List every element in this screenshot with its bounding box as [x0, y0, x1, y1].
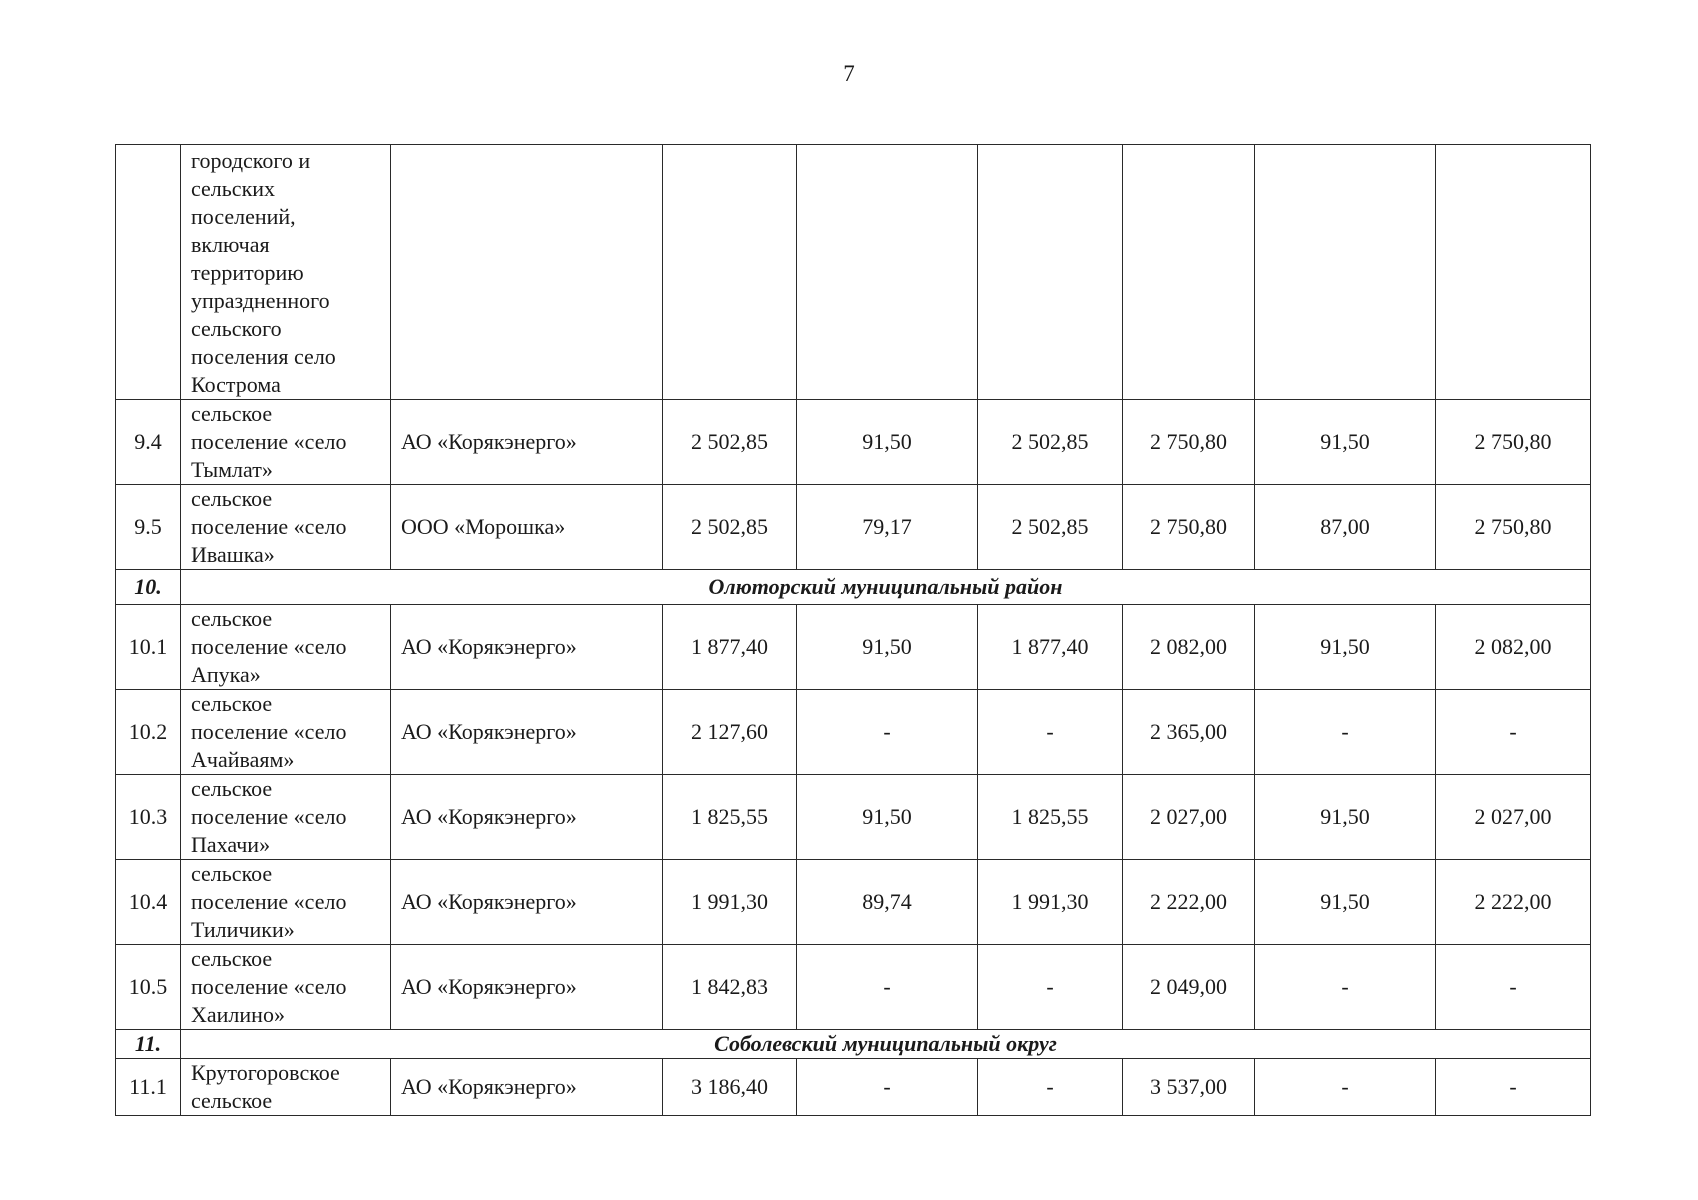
organization-cell: [391, 485, 663, 570]
tariff-value: 91,50: [862, 429, 912, 454]
row-number: 10.4: [128, 889, 168, 914]
organization-name: АО «Корякэнерго»: [401, 889, 577, 914]
settlement-name-line: Тиличики»: [191, 917, 295, 942]
tariff-value-cell: [1255, 400, 1436, 485]
tariff-value: 2 502,85: [1011, 429, 1089, 454]
settlement-name-line: сельское: [191, 861, 273, 886]
tariff-value: 2 127,60: [691, 719, 768, 744]
organization-cell: [391, 145, 663, 400]
tariff-value: -: [1509, 974, 1517, 999]
settlement-name-line: поселение «село: [191, 634, 347, 659]
tariff-value-cell: [1123, 860, 1255, 945]
settlement-name-line: сельское: [191, 946, 273, 971]
tariff-value-cell: [797, 400, 978, 485]
tariff-value-cell: [797, 1059, 978, 1116]
settlement-name-line: Тымлат»: [191, 457, 273, 482]
settlement-name-line: Апука»: [191, 662, 261, 687]
row-number-cell: [116, 690, 181, 775]
settlement-name-line: сельское: [191, 776, 273, 801]
section-header-row: [116, 570, 1591, 605]
tariff-value: -: [1046, 719, 1054, 744]
tariff-value-cell: [1255, 690, 1436, 775]
tariff-value: -: [1046, 1074, 1054, 1099]
settlement-name-cell: [181, 690, 391, 775]
tariff-value-cell: [1123, 400, 1255, 485]
organization-name: АО «Корякэнерго»: [401, 429, 577, 454]
tariff-value-cell: [1255, 860, 1436, 945]
organization-name: АО «Корякэнерго»: [401, 804, 577, 829]
settlement-name-cell: [181, 860, 391, 945]
section-number-cell: [116, 1030, 181, 1059]
tariff-value: -: [883, 719, 891, 744]
tariff-value-cell: [663, 945, 797, 1030]
settlement-name-line: поселение «село: [191, 889, 347, 914]
row-number-cell: [116, 145, 181, 400]
organization-cell: [391, 945, 663, 1030]
tariff-value-cell: [663, 1059, 797, 1116]
row-number-cell: [116, 485, 181, 570]
tariff-value: -: [1341, 974, 1349, 999]
tariff-value: 91,50: [862, 634, 912, 659]
tariff-value: -: [1341, 1074, 1349, 1099]
tariff-value-cell: [1436, 145, 1591, 400]
organization-cell: [391, 400, 663, 485]
tariff-value: 2 750,80: [1474, 429, 1552, 454]
settlement-name-line: сельское: [191, 486, 273, 511]
organization-cell: [391, 605, 663, 690]
settlement-name-line: упраздненного: [191, 288, 330, 313]
table-row: [116, 775, 1591, 860]
tariff-value: -: [1046, 974, 1054, 999]
tariff-value: 91,50: [1320, 429, 1370, 454]
section-header-row: [116, 1030, 1591, 1059]
tariff-value: 89,74: [862, 889, 912, 914]
table-row: [116, 485, 1591, 570]
tariff-value: 2 027,00: [1474, 804, 1552, 829]
tariff-value: 1 991,30: [691, 889, 768, 914]
organization-cell: [391, 860, 663, 945]
row-number: 10.3: [128, 804, 168, 829]
tariff-value-cell: [978, 145, 1123, 400]
organization-cell: [391, 775, 663, 860]
tariff-value-cell: [1123, 775, 1255, 860]
tariff-value: 3 186,40: [691, 1074, 768, 1099]
settlement-name-line: поселение «село: [191, 719, 347, 744]
tariff-value-cell: [1123, 1059, 1255, 1116]
tariff-value-cell: [1123, 485, 1255, 570]
organization-name: АО «Корякэнерго»: [401, 974, 577, 999]
settlement-name-line: Кострома: [191, 372, 281, 397]
settlement-name-line: сельское: [191, 1088, 273, 1113]
tariff-value-cell: [1255, 775, 1436, 860]
settlement-name-line: территорию: [191, 260, 304, 285]
tariff-value-cell: [797, 485, 978, 570]
row-number-cell: [116, 775, 181, 860]
row-number: 9.5: [134, 514, 162, 539]
table-row: [116, 860, 1591, 945]
page-number: 7: [843, 61, 855, 86]
settlement-name-line: Крутогоровское: [191, 1060, 340, 1085]
tariff-value-cell: [1255, 605, 1436, 690]
tariff-value-cell: [1436, 400, 1591, 485]
tariff-value-cell: [1123, 690, 1255, 775]
settlement-name-cell: [181, 775, 391, 860]
tariff-value: 3 537,00: [1150, 1074, 1227, 1099]
tariff-value-cell: [1123, 145, 1255, 400]
table-row: [116, 945, 1591, 1030]
organization-name: АО «Корякэнерго»: [401, 1074, 577, 1099]
organization-name: АО «Корякэнерго»: [401, 634, 577, 659]
tariff-value-cell: [797, 145, 978, 400]
settlement-name-line: Ивашка»: [191, 542, 275, 567]
tariff-value-cell: [663, 485, 797, 570]
tariff-table: [115, 144, 1591, 1116]
tariff-value: 91,50: [1320, 889, 1370, 914]
row-number: 10.2: [128, 719, 168, 744]
tariff-value: 91,50: [1320, 634, 1370, 659]
tariff-value: -: [883, 1074, 891, 1099]
tariff-value-cell: [978, 860, 1123, 945]
tariff-value: 2 027,00: [1150, 804, 1227, 829]
tariff-value-cell: [978, 775, 1123, 860]
tariff-value-cell: [663, 690, 797, 775]
section-number: 11.: [134, 1031, 162, 1056]
table-row: [116, 690, 1591, 775]
settlement-name-cell: [181, 400, 391, 485]
row-number-cell: [116, 945, 181, 1030]
tariff-value: -: [1509, 719, 1517, 744]
row-number: 10.5: [128, 974, 168, 999]
tariff-value-cell: [1123, 945, 1255, 1030]
tariff-value: 91,50: [862, 804, 912, 829]
tariff-value-cell: [1436, 860, 1591, 945]
settlement-name-line: сельских: [191, 176, 276, 201]
tariff-value: 87,00: [1320, 514, 1370, 539]
tariff-value-cell: [797, 690, 978, 775]
tariff-value-cell: [978, 945, 1123, 1030]
settlement-name-line: поселений,: [191, 204, 296, 229]
tariff-value: 1 825,55: [691, 804, 768, 829]
settlement-name-cell: [181, 945, 391, 1030]
settlement-name-line: сельское: [191, 401, 273, 426]
organization-cell: [391, 1059, 663, 1116]
tariff-value-cell: [978, 605, 1123, 690]
tariff-value-cell: [978, 1059, 1123, 1116]
settlement-name-cell: [181, 1059, 391, 1116]
settlement-name-line: сельского: [191, 316, 282, 341]
settlement-name-line: поселение «село: [191, 514, 347, 539]
row-number-cell: [116, 605, 181, 690]
settlement-name-line: поселение «село: [191, 974, 347, 999]
section-title: Олюторский муниципальный район: [708, 574, 1063, 599]
section-number: 10.: [134, 574, 162, 599]
organization-name: АО «Корякэнерго»: [401, 719, 577, 744]
tariff-value-cell: [1255, 945, 1436, 1030]
settlement-name-line: городского и: [191, 148, 311, 173]
tariff-value: 2 750,80: [1150, 514, 1227, 539]
tariff-value-cell: [663, 400, 797, 485]
tariff-value: 2 750,80: [1474, 514, 1552, 539]
table-row: [116, 605, 1591, 690]
table-row: [116, 1059, 1591, 1116]
tariff-value: 1 991,30: [1011, 889, 1089, 914]
section-title-cell: [181, 1030, 1591, 1059]
tariff-value: 1 877,40: [691, 634, 768, 659]
settlement-name-line: Ачайваям»: [191, 747, 295, 772]
tariff-value-cell: [663, 775, 797, 860]
tariff-value-cell: [797, 605, 978, 690]
row-number-cell: [116, 860, 181, 945]
tariff-value-cell: [1436, 1059, 1591, 1116]
section-title: Соболевский муниципальный округ: [714, 1031, 1057, 1056]
organization-name: ООО «Морошка»: [401, 514, 566, 539]
settlement-name-line: Пахачи»: [191, 832, 271, 857]
settlement-name-cell: [181, 145, 391, 400]
tariff-value: 1 842,83: [691, 974, 768, 999]
tariff-value-cell: [978, 485, 1123, 570]
tariff-value: 2 082,00: [1474, 634, 1552, 659]
row-number: 9.4: [134, 429, 162, 454]
tariff-value-cell: [797, 945, 978, 1030]
table-row: [116, 400, 1591, 485]
table-row-continuation: [116, 145, 1591, 400]
tariff-value-cell: [1255, 1059, 1436, 1116]
tariff-value-cell: [663, 145, 797, 400]
tariff-value: -: [883, 974, 891, 999]
tariff-value: 2 502,85: [691, 514, 768, 539]
tariff-value-cell: [1255, 485, 1436, 570]
tariff-value: 2 502,85: [1011, 514, 1089, 539]
settlement-name-line: поселение «село: [191, 429, 347, 454]
settlement-name-line: сельское: [191, 606, 273, 631]
tariff-value-cell: [1436, 485, 1591, 570]
tariff-value: 91,50: [1320, 804, 1370, 829]
settlement-name-line: включая: [191, 232, 270, 257]
settlement-name-line: Хаилино»: [191, 1002, 285, 1027]
tariff-value-cell: [978, 690, 1123, 775]
tariff-table-body: [116, 145, 1591, 1116]
settlement-name-line: поселения село: [191, 344, 336, 369]
tariff-value: -: [1341, 719, 1349, 744]
row-number: 11.1: [129, 1074, 167, 1099]
tariff-value-cell: [663, 860, 797, 945]
row-number-cell: [116, 1059, 181, 1116]
tariff-value: 2 049,00: [1150, 974, 1227, 999]
tariff-value-cell: [1436, 605, 1591, 690]
tariff-value-cell: [1436, 775, 1591, 860]
settlement-name-cell: [181, 605, 391, 690]
section-title-cell: [181, 570, 1591, 605]
tariff-value-cell: [797, 775, 978, 860]
settlement-name-cell: [181, 485, 391, 570]
tariff-value-cell: [1123, 605, 1255, 690]
tariff-value: -: [1509, 1074, 1517, 1099]
tariff-value: 2 365,00: [1150, 719, 1227, 744]
tariff-value-cell: [797, 860, 978, 945]
tariff-value: 2 750,80: [1150, 429, 1227, 454]
tariff-value: 1 825,55: [1011, 804, 1089, 829]
tariff-value: 2 082,00: [1150, 634, 1227, 659]
section-number-cell: [116, 570, 181, 605]
tariff-value: 79,17: [862, 514, 912, 539]
tariff-value: 2 502,85: [691, 429, 768, 454]
tariff-value: 2 222,00: [1474, 889, 1552, 914]
settlement-name-line: сельское: [191, 691, 273, 716]
settlement-name-line: поселение «село: [191, 804, 347, 829]
tariff-value-cell: [663, 605, 797, 690]
tariff-value: 2 222,00: [1150, 889, 1227, 914]
row-number-cell: [116, 400, 181, 485]
organization-cell: [391, 690, 663, 775]
tariff-value-cell: [1255, 145, 1436, 400]
tariff-value-cell: [978, 400, 1123, 485]
row-number: 10.1: [128, 634, 168, 659]
tariff-value: 1 877,40: [1011, 634, 1089, 659]
tariff-value-cell: [1436, 945, 1591, 1030]
tariff-value-cell: [1436, 690, 1591, 775]
